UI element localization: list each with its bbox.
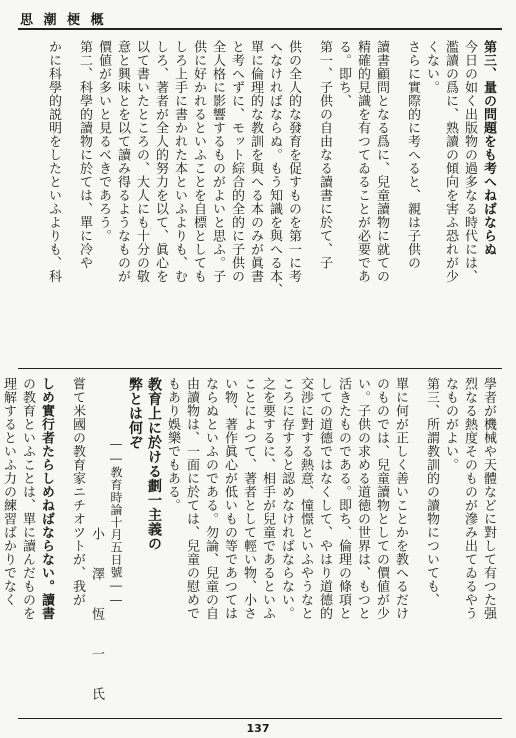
text-column: 第三、所謂教訓的の讀物についても、	[424, 377, 439, 607]
text-column: 第二、科學的讀物に於ては、單に冷や	[77, 40, 92, 270]
text-column: ならぬといふのである。勿論、兒童の自	[203, 377, 218, 620]
text-column: なものがよい。	[443, 377, 458, 472]
text-column: い。子供の求める道徳の世界は、もつと	[355, 377, 370, 620]
text-column: しろ、著者が全人的努力を以て、眞心を	[153, 40, 168, 283]
text-column: 單に倫理的な教訓を與へる本のみが眞書	[248, 40, 263, 283]
text-column: くない。	[424, 40, 439, 94]
text-column: 精確的見識を有つてゐることが必要であ	[355, 40, 370, 283]
text-column: 供に好かれるといふことを自標としても	[191, 40, 206, 283]
text-column: ことによつて、著者として輕い物、小さ	[241, 377, 256, 620]
text-column: 烈なる熱度そのものが滲み出てゐるやう	[462, 377, 477, 620]
text-column: 讀書顧問となる爲に、兒童讀物に就ての	[374, 40, 389, 283]
text-column: しめ實行者たらしめねばならない。讀書	[39, 377, 54, 620]
top-rule	[18, 28, 502, 30]
text-column: 嘗て米國の教育家ニチオツトが、我が	[70, 377, 85, 607]
text-column: 學者が機械や天體などに對して有つた强	[481, 377, 496, 620]
text-column: 以て書いたところの、大人にも十分の敬	[134, 40, 149, 283]
text-column: ――教育時論十月五日號――	[109, 437, 123, 608]
text-column: 理解するといふ力の練習ばかりでなく	[1, 377, 16, 607]
text-column: さらに實際的に考へると、親は子供の	[405, 40, 420, 270]
page-number: 137	[246, 722, 270, 735]
bottom-rule	[18, 718, 502, 719]
middle-rule	[18, 368, 502, 369]
lower-text-block	[1, 377, 498, 707]
text-column: る。即ち、	[336, 40, 351, 108]
text-column: 全人格に影響するものがよいと思ふ。子	[210, 40, 225, 283]
text-column: 活きたものである。即ち、倫理の條項と	[336, 377, 351, 620]
text-column: い物、著作眞心が低いもの等であつては	[222, 377, 237, 620]
text-column: しろ上手に書かれた本といふよりも、む	[172, 40, 187, 283]
text-column: 單に何が正しく善いことかを教へるだけ	[393, 377, 408, 620]
text-column: 濫讀の爲に、熟讀の傾向を害ふ恐れが少	[443, 40, 458, 283]
upper-text-block	[18, 40, 498, 360]
text-column: 意と興味とを以て讀み得るようなものが	[115, 40, 130, 283]
text-column: の教育といふことは、單に讀んだものを	[20, 377, 35, 620]
text-column: 之を要するに、相手が兒童であるといふ	[260, 377, 275, 620]
text-column: しての道德ではなくして、やはり道德的	[317, 377, 332, 620]
text-column: ころに存すると認めなければならない。	[279, 377, 294, 620]
text-column: へなければならぬ。もう知識を與へる本、	[267, 40, 282, 297]
text-column: 由讀物は、一面に於ては、兒童の慰めで	[184, 377, 199, 620]
text-column: 小 澤 恆 一 氏	[89, 527, 104, 706]
text-column: もあり娛樂でもある。	[165, 377, 180, 512]
text-column: 弊とは何ぞ	[127, 377, 143, 450]
text-column: 價値が多いと見るべきであろう。	[96, 40, 111, 243]
text-column: 教育上に於ける劃一主義の	[146, 377, 162, 551]
text-column: 今日の如く出版物の過多なる時代には、	[462, 40, 477, 283]
running-header: 思 潮 梗 概	[20, 13, 107, 28]
text-column: 第一、子供の自由なる讀書に於て、子	[317, 40, 332, 270]
text-column: 第三、量の問題をも考へねばならぬ	[481, 40, 496, 256]
text-column: のものでは、兒童讀物としての價値が少	[374, 377, 389, 620]
text-column: 交渉に對する熱意、憧憬といふやうなと	[298, 377, 313, 620]
text-column: かに科學的説明をしたといふよりも、科	[46, 40, 61, 283]
text-column: 供の全人的な發育を促すものを第一に考	[286, 40, 301, 283]
text-column: と考へずに、モット綜合的全的に子供の	[229, 40, 244, 283]
